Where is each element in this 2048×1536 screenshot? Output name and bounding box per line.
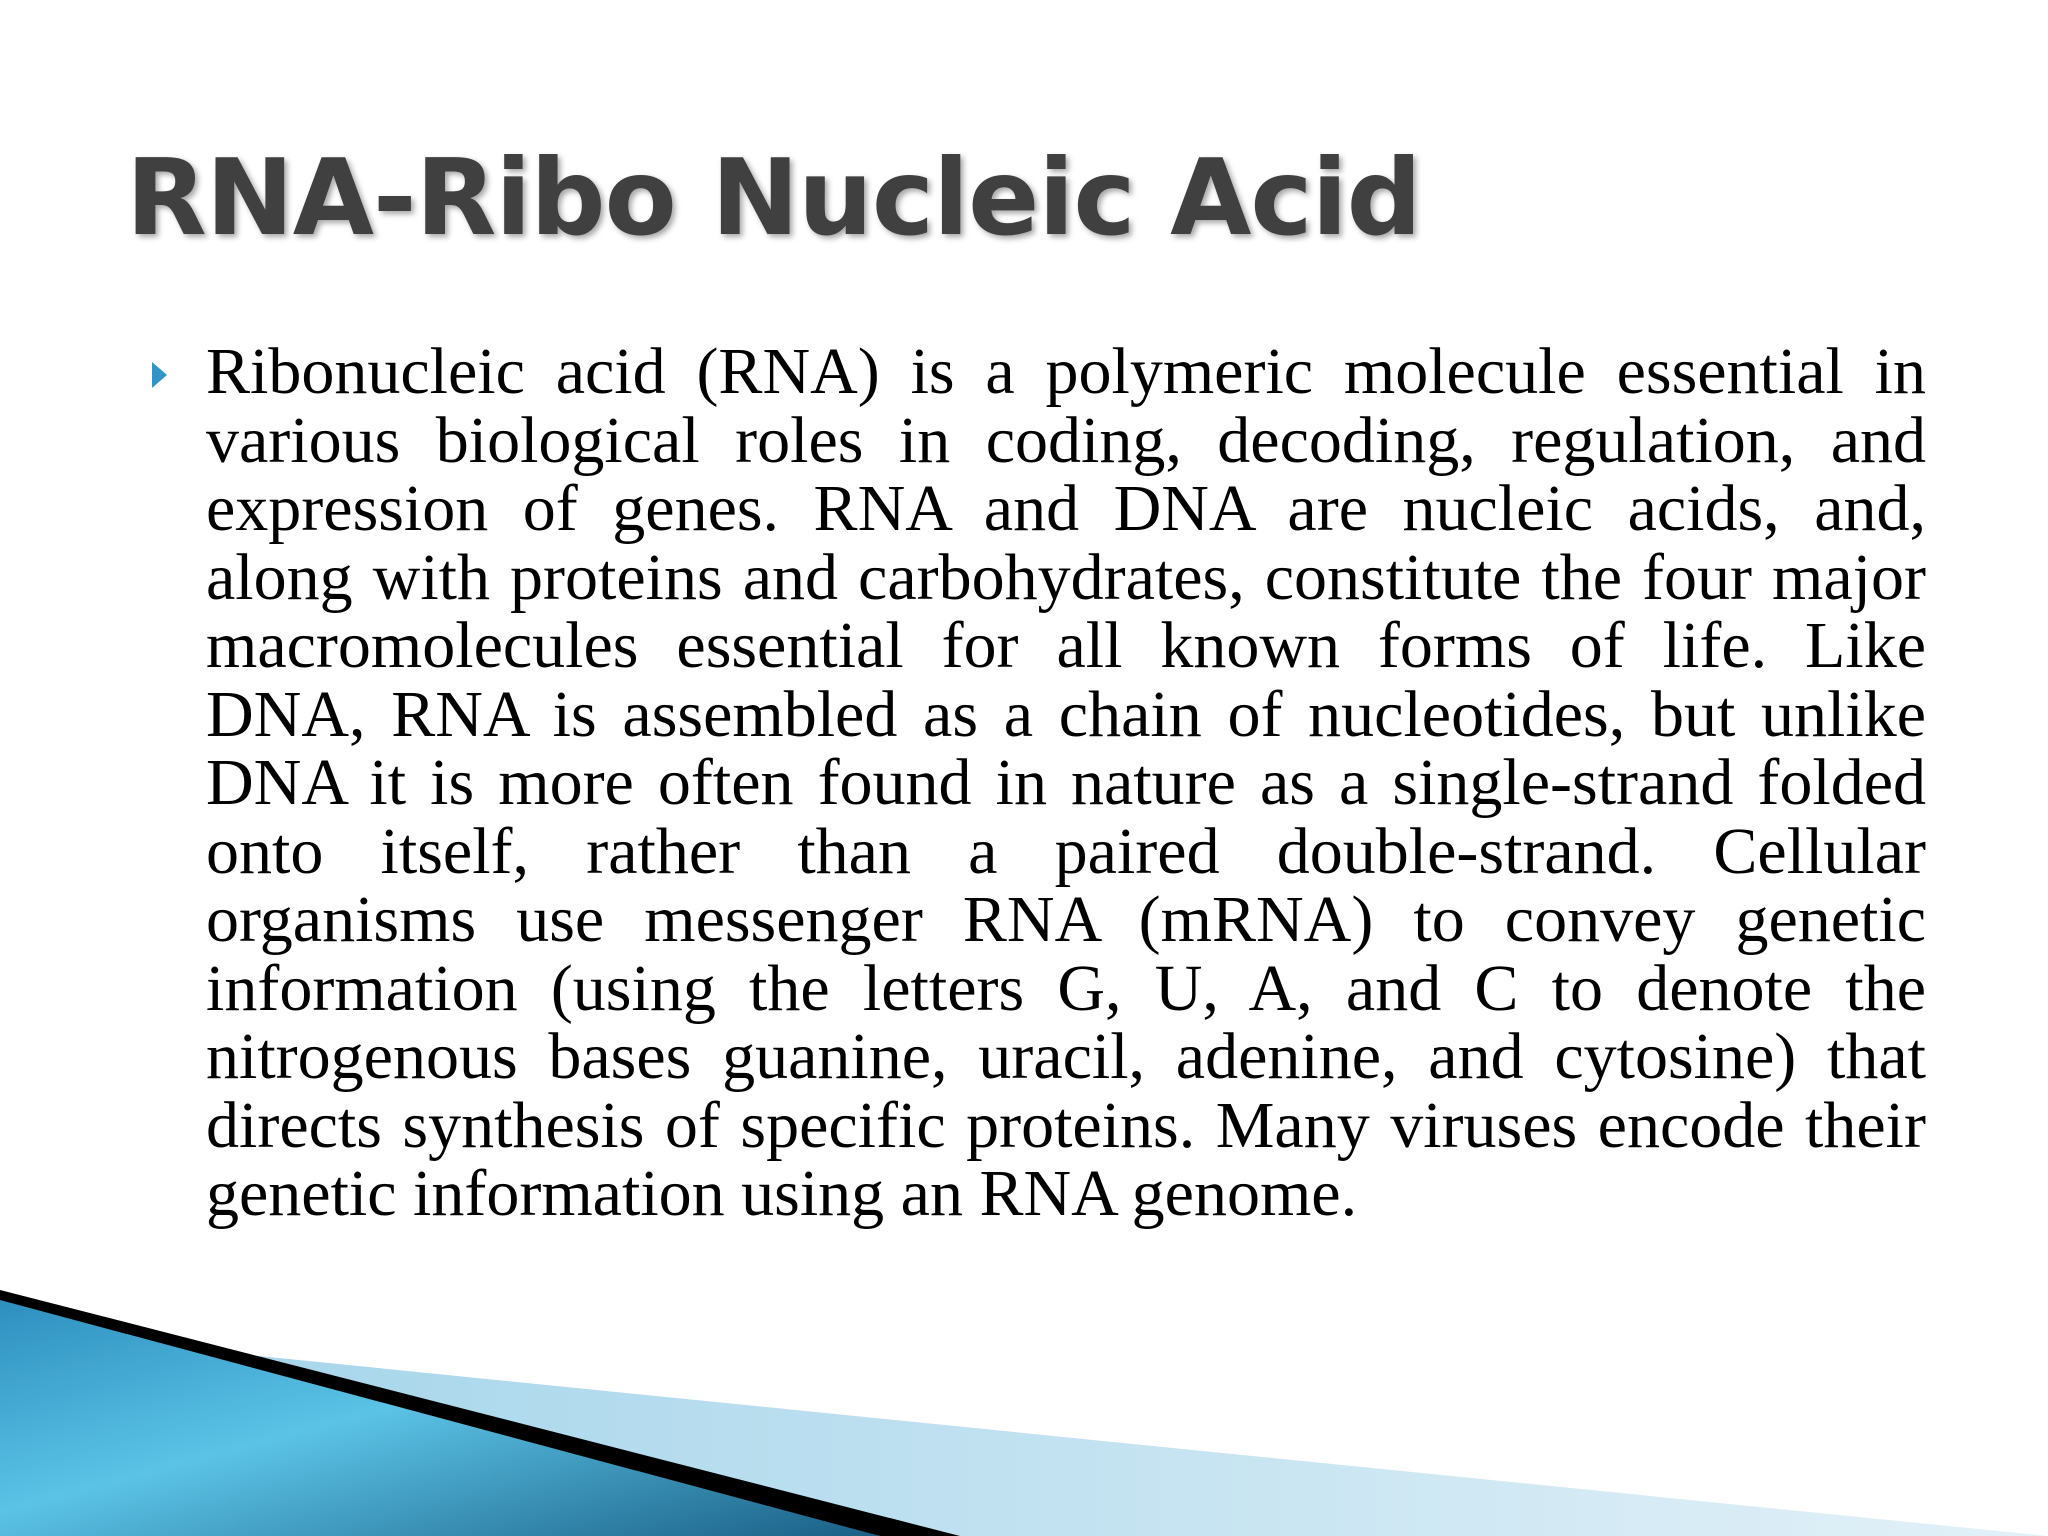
triangle-right-icon <box>152 362 167 388</box>
teal-wedge <box>0 1300 880 1536</box>
bullet-text: Ribonucleic acid (RNA) is a polymeric molecule essential in various biological roles in coding, decoding, regulation, and expression of genes. RNA and DNA are nucleic acids, and, along with proteins and carbohydrates, constitute the four major macromolecules essential for all known forms of life. Like DNA, RNA is assembled as a chain of nucleotides, but unlike DNA it is more often found in nature as a single-strand folded onto itself, rather than a paired double-strand. Cellular organisms use messenger RNA (mRNA) to convey genetic information (using the letters G, U, A, and C to denote the nitrogenous bases guanine, uracil, adenine, and cytosine) that directs synthesis of specific proteins. Many viruses encode their genetic information using an RNA genome. <box>206 335 1926 1230</box>
pale-wedge <box>0 1330 2048 1536</box>
slide-title: RNA-Ribo Nucleic Acid <box>126 137 1421 259</box>
black-band <box>0 1290 960 1536</box>
